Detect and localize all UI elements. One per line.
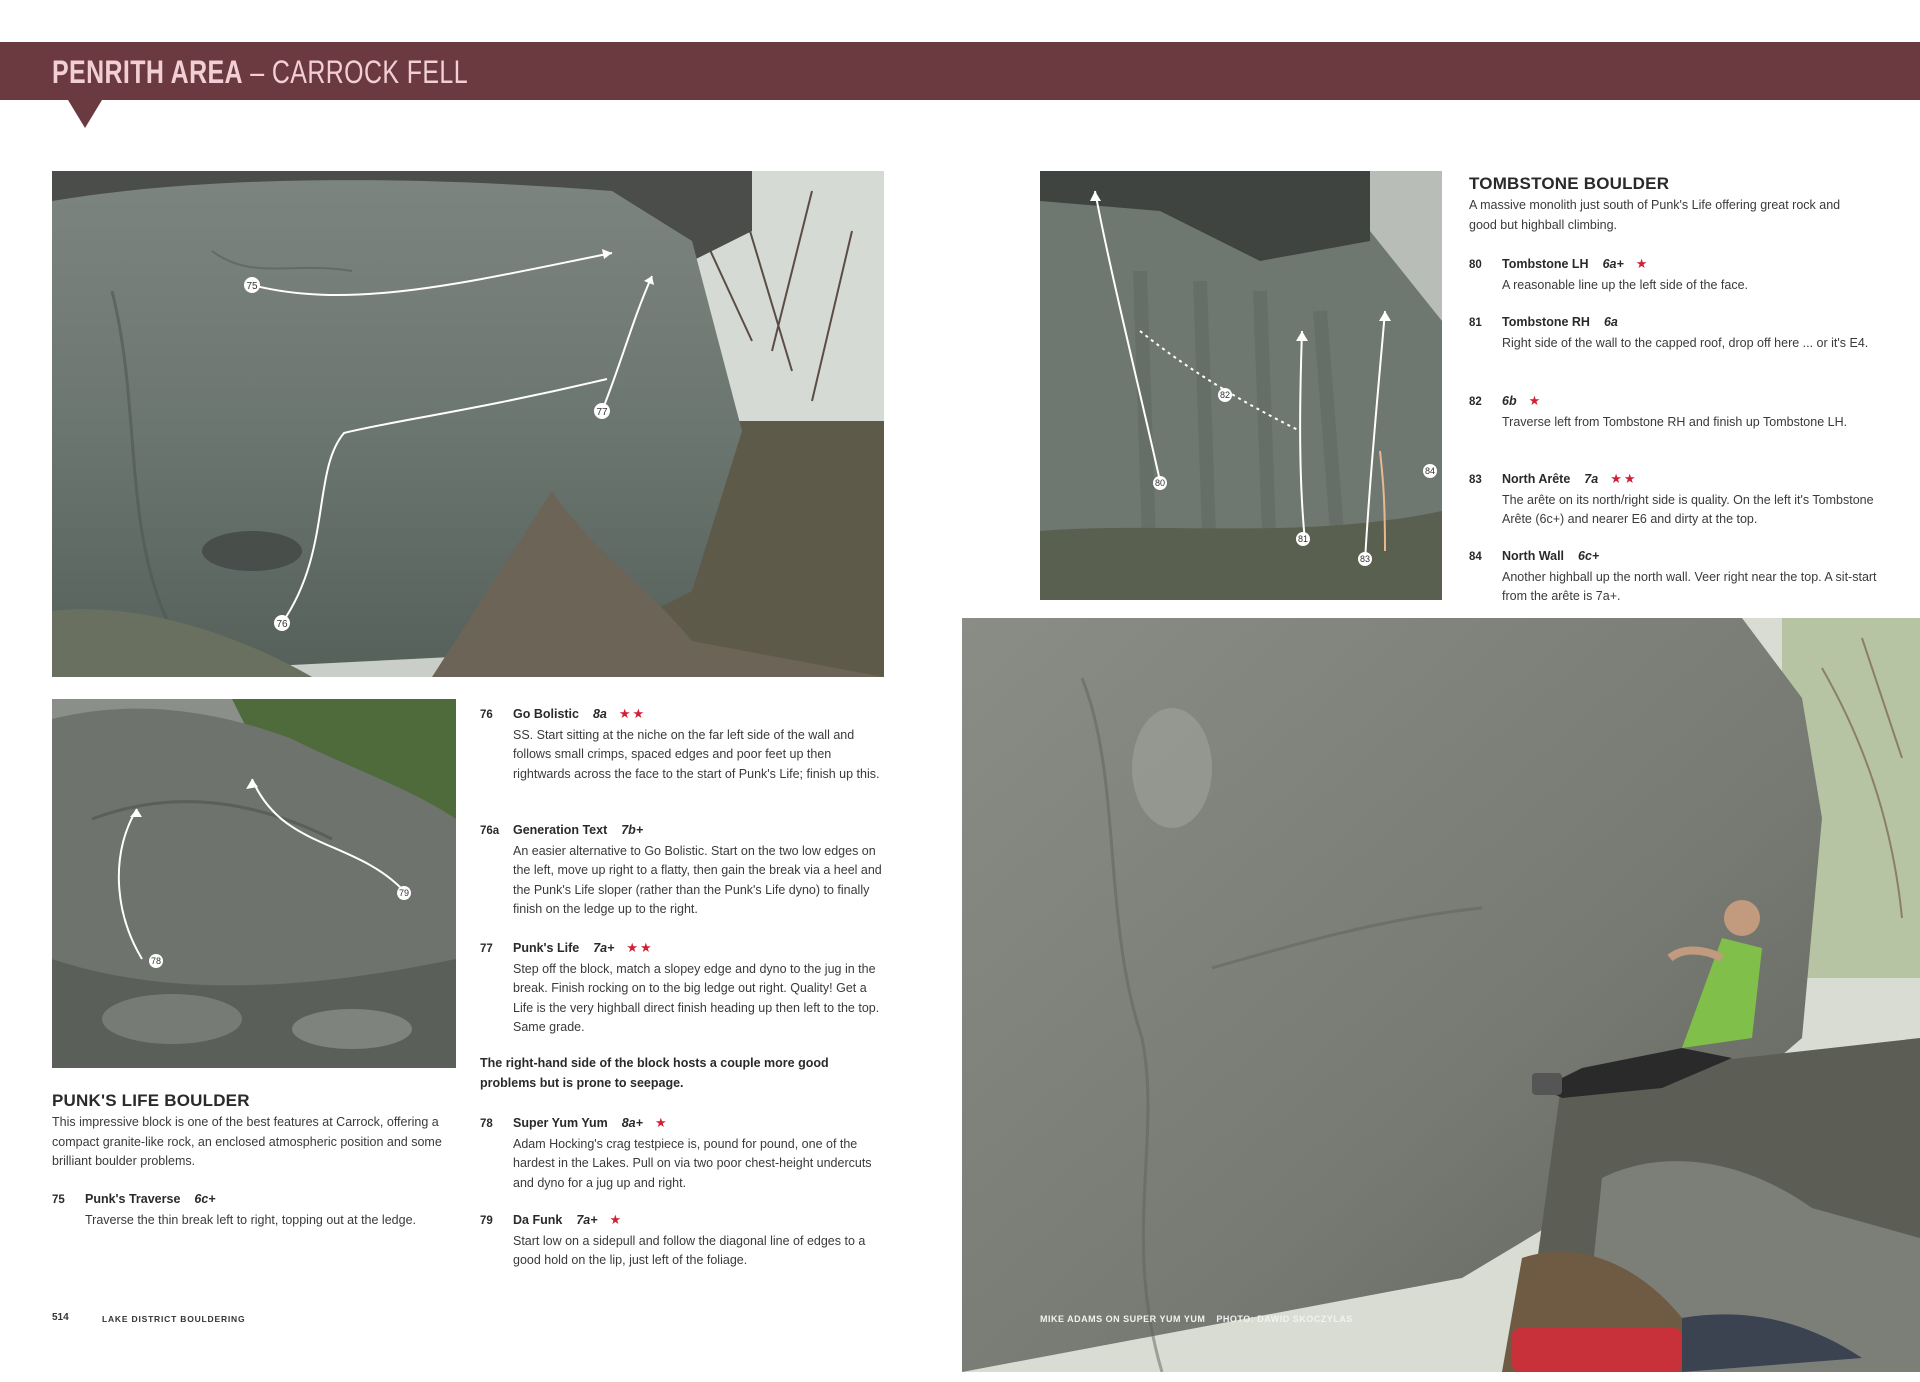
problem-77 — [480, 938, 885, 1038]
problem-description: A reasonable line up the left side of the face. — [1502, 277, 1749, 292]
star-rating: ★ — [1528, 393, 1543, 408]
page-number: 514 — [52, 1312, 69, 1323]
problem-75 — [52, 1190, 422, 1230]
problem-name: Tombstone RH — [1502, 315, 1590, 329]
page-title — [52, 54, 468, 91]
star-rating: ★★ — [1610, 471, 1638, 486]
route-label: 76 — [276, 619, 288, 630]
route-label: 82 — [1219, 390, 1231, 400]
caption-subject: MIKE ADAMS ON SUPER YUM YUM — [1040, 1314, 1206, 1324]
problem-description: Step off the block, match a slopey edge and dyno to the jug in the break. Finish rocking on to the big ledge out right. Quality! Get a Life is the very highball direct finish heading up then left to the top. Same grade. — [513, 961, 880, 1034]
problem-number: 75 — [52, 1194, 65, 1206]
problem-grade: 6a — [1603, 315, 1618, 329]
star-rating: ★ — [609, 1212, 624, 1227]
problem-name: Go Bolistic — [513, 707, 579, 721]
star-rating: ★★ — [626, 940, 654, 955]
problem-80 — [1469, 254, 1884, 295]
tombstone-boulder-photo — [1040, 171, 1442, 600]
book-title: LAKE DISTRICT BOULDERING — [102, 1314, 246, 1324]
problem-grade: 8a+ — [621, 1116, 643, 1130]
problem-description: Traverse left from Tombstone RH and finish up Tombstone LH. — [1502, 414, 1848, 429]
problem-description: SS. Start sitting at the niche on the far left side of the wall and follows small crimps, spaced edges and poor feet up then rightwards across the face to the start of Punk's Life; finish up this. — [513, 727, 880, 781]
problem-number: 76a — [480, 825, 500, 837]
problem-description: Right side of the wall to the capped roof, drop off here ... or it's E4. — [1502, 335, 1869, 350]
title-separator: – — [242, 54, 272, 90]
photo-caption — [1040, 1314, 1353, 1324]
tombstone-boulder-heading: TOMBSTONE BOULDER — [1469, 174, 1670, 193]
area-name: PENRITH AREA — [52, 54, 243, 90]
problem-name: Punk's Traverse — [85, 1192, 181, 1206]
problem-name: Tombstone LH — [1502, 257, 1589, 271]
problem-number: 81 — [1469, 317, 1482, 329]
problem-number: 84 — [1469, 551, 1482, 563]
problem-81 — [1469, 313, 1884, 353]
problem-grade: 7a+ — [576, 1213, 598, 1227]
problem-description: Another highball up the north wall. Veer right near the top. A sit-start from the arête is 7a+. — [1502, 569, 1877, 603]
punks-life-boulder-photo — [52, 171, 884, 677]
problem-number: 80 — [1469, 259, 1482, 271]
route-label: 84 — [1424, 466, 1436, 476]
problem-name: Generation Text — [513, 823, 608, 837]
problem-grade: 7a — [1584, 472, 1599, 486]
seepage-note: The right-hand side of the block hosts a couple more good problems but is prone to seepage. — [480, 1056, 829, 1090]
route-label: 75 — [246, 281, 258, 292]
problem-78 — [480, 1113, 885, 1193]
problem-number: 77 — [480, 943, 493, 955]
problem-description: Adam Hocking's crag testpiece is, pound for pound, one of the hardest in the Lakes. Pull on via two poor chest-height undercuts and dyno for a jug up and right. — [513, 1136, 872, 1190]
problem-description: Traverse the thin break left to right, topping out at the ledge. — [85, 1212, 416, 1227]
route-label: 81 — [1297, 534, 1309, 544]
route-label: 77 — [596, 407, 608, 418]
caption-photo-label: PHOTO: — [1216, 1314, 1255, 1324]
star-rating: ★★ — [618, 706, 647, 721]
header-pointer — [68, 100, 102, 128]
problem-number: 76 — [480, 709, 493, 721]
problem-76 — [480, 704, 885, 784]
problem-grade: 6b — [1502, 394, 1517, 408]
route-label: 78 — [150, 956, 162, 966]
star-rating: ★ — [1635, 256, 1650, 271]
problem-76a — [480, 821, 885, 920]
route-label: 79 — [398, 888, 410, 898]
problem-grade: 6c+ — [194, 1192, 216, 1206]
problem-name: North Arête — [1502, 472, 1571, 486]
problem-name: North Wall — [1502, 549, 1565, 563]
problem-grade: 6a+ — [1602, 257, 1624, 271]
problem-84 — [1469, 547, 1884, 607]
problem-number: 82 — [1469, 396, 1482, 408]
problem-grade: 7b+ — [621, 823, 644, 837]
punks-life-boulder-heading: PUNK'S LIFE BOULDER — [52, 1091, 250, 1110]
problem-description: The arête on its north/right side is quality. On the left it's Tombstone Arête (6c+) and nearer E6 and dirty at the top. — [1502, 492, 1874, 526]
tombstone-boulder-intro: A massive monolith just south of Punk's Life offering great rock and good but highball climbing. — [1469, 198, 1841, 232]
crag-name: CARROCK FELL — [271, 54, 468, 90]
problem-number: 78 — [480, 1118, 493, 1130]
da-funk-boulder-photo — [52, 699, 456, 1068]
problem-name: Punk's Life — [513, 941, 580, 955]
problem-number: 79 — [480, 1215, 493, 1227]
punks-life-boulder-intro: This impressive block is one of the best features at Carrock, offering a compact granite-like rock, an enclosed atmospheric position and some brilliant boulder problems. — [52, 1115, 442, 1168]
problem-grade: 8a — [592, 707, 607, 721]
route-label: 83 — [1359, 554, 1371, 564]
problem-grade: 6c+ — [1578, 549, 1600, 563]
problem-name: Super Yum Yum — [513, 1116, 608, 1130]
problem-description: An easier alternative to Go Bolistic. Start on the two low edges on the left, move up right to a flatty, then gain the break via a heel and the Punk's Life sloper (rather than the Punk's Life dyno) to finally finish on the ledge up to the right. — [513, 843, 882, 916]
problem-name: Da Funk — [513, 1213, 563, 1227]
star-rating: ★ — [654, 1115, 669, 1130]
problem-83 — [1469, 469, 1884, 530]
super-yum-yum-action-photo — [962, 618, 1920, 1372]
problem-82 — [1469, 391, 1884, 432]
route-label: 80 — [1154, 478, 1166, 488]
problem-number: 83 — [1469, 474, 1482, 486]
problem-79 — [480, 1210, 885, 1271]
problem-description: Start low on a sidepull and follow the diagonal line of edges to a good hold on the lip, just left of the foliage. — [513, 1233, 866, 1267]
problem-grade: 7a+ — [593, 941, 615, 955]
caption-photographer: DAWID SKOCZYLAS — [1257, 1314, 1353, 1324]
